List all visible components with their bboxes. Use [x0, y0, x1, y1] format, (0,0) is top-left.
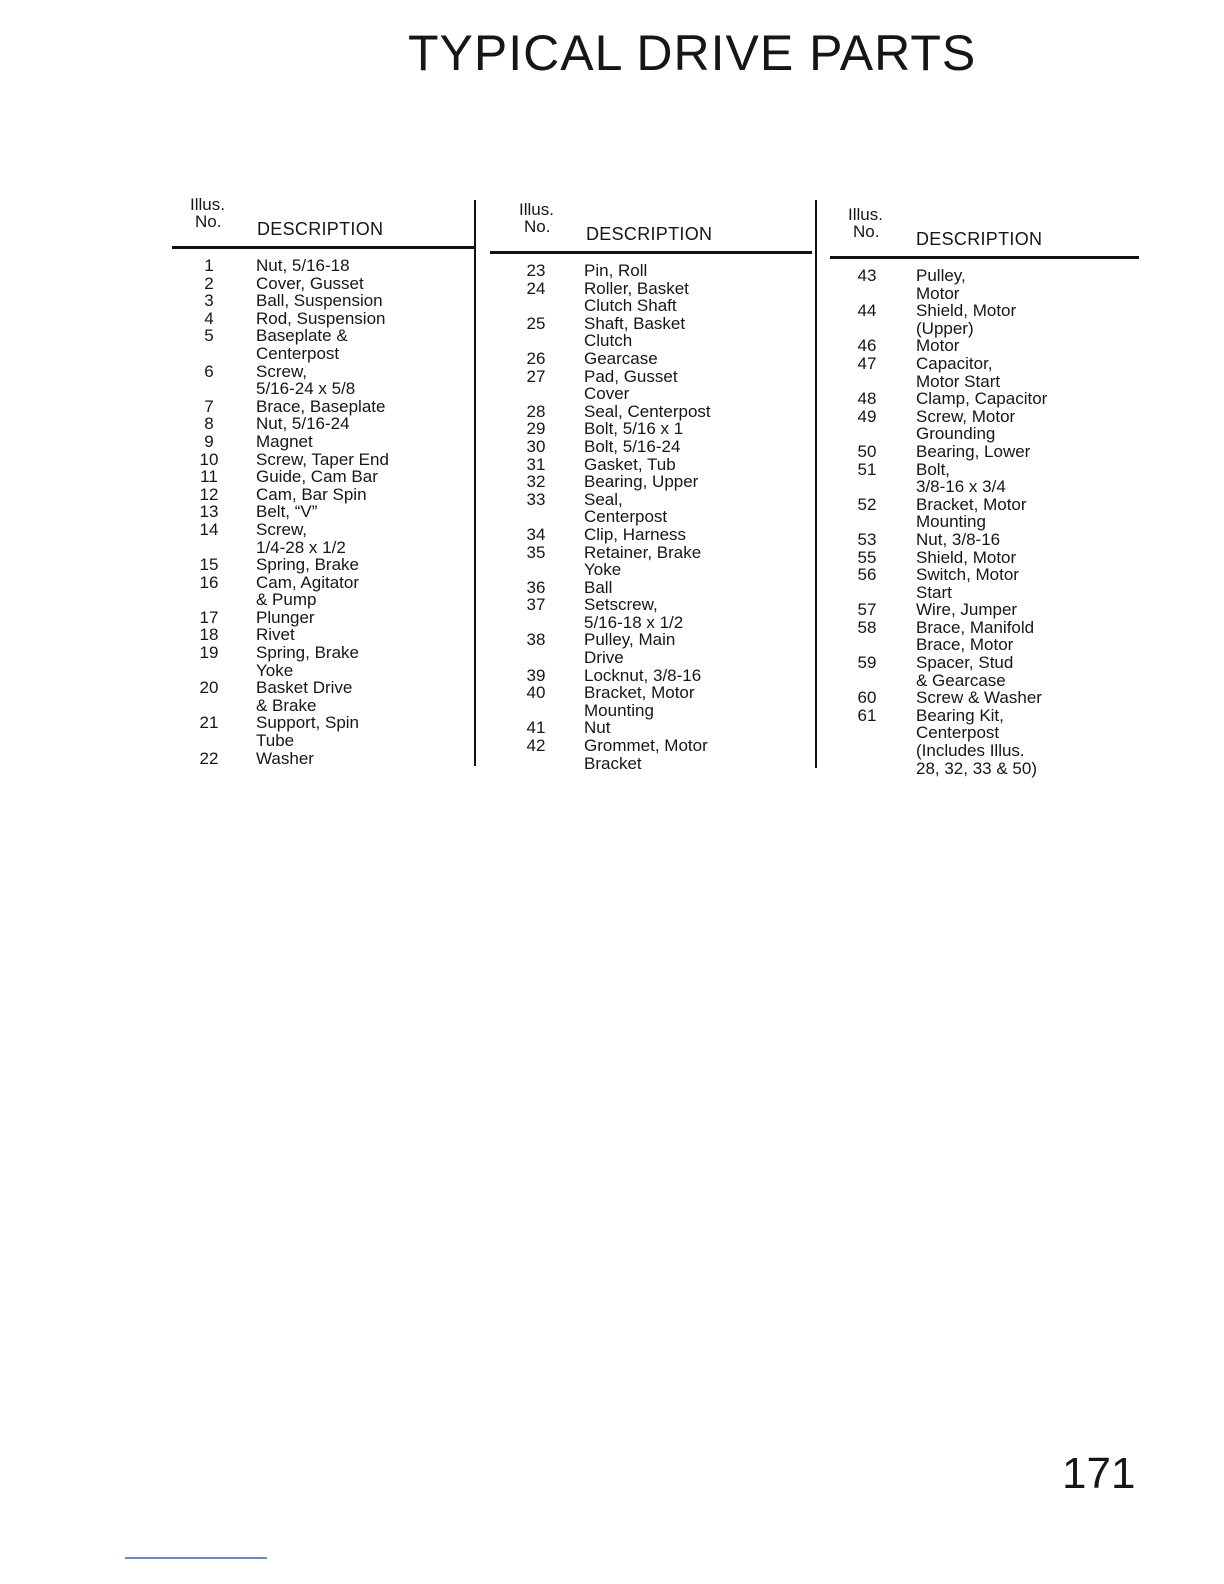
- part-description: [904, 549, 1139, 567]
- description-header: DESCRIPTION: [916, 229, 1043, 249]
- no-label: No.: [853, 222, 880, 241]
- illus-number: 17: [199, 607, 219, 627]
- description-line: Shaft, Basket: [584, 313, 686, 333]
- part-row: [830, 408, 1139, 443]
- part-description: [904, 337, 1139, 355]
- description-line: Cam, Bar Spin: [256, 484, 367, 504]
- part-row: [172, 644, 476, 679]
- description-line: Mounting: [584, 700, 654, 720]
- description-line: Locknut, 3/8-16: [584, 665, 702, 685]
- description-line: Retainer, Brake: [584, 542, 702, 562]
- illus-number: 58: [857, 617, 877, 637]
- column-divider: [815, 200, 817, 768]
- part-row: [172, 486, 476, 504]
- part-row: [172, 415, 476, 433]
- part-row: [830, 654, 1139, 689]
- description-line: & Brake: [256, 695, 317, 715]
- part-description: [246, 521, 476, 556]
- part-row: [172, 679, 476, 714]
- description-line: Bolt,: [916, 459, 951, 479]
- part-description: [246, 468, 476, 486]
- description-line: Belt, “V”: [256, 502, 318, 522]
- illus-number: 30: [526, 436, 546, 456]
- illus-number: 51: [857, 459, 877, 479]
- part-row: [172, 310, 476, 328]
- column-header: [490, 201, 812, 251]
- illus-number: 37: [526, 595, 546, 615]
- part-description: [904, 496, 1139, 531]
- part-row: [830, 461, 1139, 496]
- description-line: Pulley,: [916, 266, 966, 285]
- part-description: [904, 531, 1139, 549]
- illus-number: 59: [857, 653, 877, 673]
- part-description: [246, 415, 476, 433]
- part-description: [246, 626, 476, 644]
- page-title: TYPICAL DRIVE PARTS: [408, 25, 977, 81]
- part-row: [172, 503, 476, 521]
- part-description: [246, 486, 476, 504]
- part-row: [830, 355, 1139, 390]
- part-description: [246, 310, 476, 328]
- description-line: Roller, Basket: [584, 278, 689, 298]
- no-label: No.: [524, 217, 551, 236]
- illus-number: 50: [857, 441, 877, 461]
- description-line: 3/8-16 x 3/4: [916, 477, 1006, 497]
- part-description: [582, 438, 812, 456]
- part-description: [582, 544, 812, 579]
- illus-number: 60: [857, 688, 877, 708]
- description-header: DESCRIPTION: [586, 224, 713, 244]
- illus-number: 18: [199, 625, 219, 645]
- no-label: No.: [195, 212, 222, 231]
- part-description: [582, 403, 812, 421]
- description-line: Motor Start: [916, 371, 1001, 391]
- illus-number: 47: [857, 353, 877, 373]
- part-description: [582, 684, 812, 719]
- description-header: DESCRIPTION: [257, 219, 384, 239]
- description-line: Gasket, Tub: [584, 454, 676, 474]
- part-row: [490, 737, 812, 772]
- description-line: 5/16-18 x 1/2: [584, 612, 684, 632]
- description-line: Support, Spin: [256, 713, 360, 733]
- part-description: [582, 526, 812, 544]
- illus-number: 1: [204, 256, 214, 275]
- part-row: [830, 337, 1139, 355]
- parts-list: [830, 267, 1139, 777]
- description-line: Drive: [584, 648, 624, 668]
- part-description: [904, 355, 1139, 390]
- description-line: Shield, Motor: [916, 301, 1017, 321]
- illus-number: 48: [857, 389, 877, 409]
- description-line: Motor: [916, 283, 960, 303]
- part-description: [582, 737, 812, 772]
- description-line: Clutch Shaft: [584, 296, 677, 316]
- part-description: [582, 491, 812, 526]
- description-line: Nut, 5/16-24: [256, 414, 350, 434]
- illus-number: 11: [200, 467, 218, 487]
- illus-number: 22: [199, 748, 219, 768]
- part-description: [246, 644, 476, 679]
- scan-artifact-line: [125, 1557, 267, 1559]
- description-line: Screw, Motor: [916, 406, 1016, 426]
- illus-number: 55: [857, 547, 877, 567]
- description-line: Cover: [584, 384, 630, 404]
- part-row: [490, 544, 812, 579]
- parts-column-1: [172, 196, 476, 767]
- description-line: Motor: [916, 336, 960, 356]
- column-header: [172, 196, 476, 246]
- description-line: Seal, Centerpost: [584, 401, 711, 421]
- parts-column-3: [830, 206, 1139, 777]
- part-row: [490, 667, 812, 685]
- part-row: [490, 403, 812, 421]
- illus-number: 46: [857, 336, 877, 356]
- description-line: Seal,: [584, 489, 623, 509]
- description-line: Ball, Suspension: [256, 291, 383, 311]
- illus-number: 41: [526, 718, 546, 738]
- part-row: [172, 398, 476, 416]
- part-description: [246, 609, 476, 627]
- part-row: [490, 596, 812, 631]
- part-row: [830, 302, 1139, 337]
- description-line: Plunger: [256, 607, 315, 627]
- part-description: [582, 596, 812, 631]
- part-description: [582, 280, 812, 315]
- part-description: [904, 654, 1139, 689]
- description-line: Spring, Brake: [256, 555, 359, 575]
- part-row: [490, 420, 812, 438]
- description-line: Pulley, Main: [584, 630, 676, 650]
- part-description: [904, 408, 1139, 443]
- description-line: Tube: [256, 731, 295, 751]
- part-description: [246, 327, 476, 362]
- description-line: Nut, 3/8-16: [916, 529, 1001, 549]
- part-description: [246, 292, 476, 310]
- part-description: [582, 631, 812, 666]
- illus-no-header: [519, 201, 554, 235]
- illus-no-header: [848, 206, 883, 240]
- illus-label: Illus.: [190, 195, 225, 214]
- description-line: Rod, Suspension: [256, 308, 386, 328]
- description-line: Screw,: [256, 361, 308, 381]
- illus-number: 10: [199, 449, 219, 469]
- description-line: Grommet, Motor: [584, 736, 708, 756]
- part-description: [904, 601, 1139, 619]
- description-line: 1/4-28 x 1/2: [256, 537, 346, 557]
- illus-number: 31: [526, 454, 546, 474]
- description-line: Bearing, Upper: [584, 472, 699, 492]
- description-line: & Pump: [256, 590, 317, 610]
- part-row: [830, 390, 1139, 408]
- part-description: [582, 667, 812, 685]
- part-row: [830, 496, 1139, 531]
- part-description: [246, 714, 476, 749]
- description-line: Screw & Washer: [916, 688, 1042, 708]
- illus-number: 49: [857, 406, 877, 426]
- illus-number: 12: [199, 484, 219, 504]
- illus-number: 61: [857, 705, 877, 725]
- illus-number: 19: [199, 643, 219, 663]
- description-line: (Upper): [916, 318, 974, 338]
- description-line: & Gearcase: [916, 670, 1006, 690]
- part-description: [582, 579, 812, 597]
- description-line: Switch, Motor: [916, 565, 1019, 585]
- part-row: [172, 468, 476, 486]
- illus-number: 25: [526, 313, 546, 333]
- illus-number: 34: [526, 524, 546, 544]
- part-row: [830, 707, 1139, 777]
- illus-number: 43: [857, 266, 877, 285]
- part-row: [490, 579, 812, 597]
- description-line: Brace, Baseplate: [256, 396, 386, 416]
- description-line: Grounding: [916, 424, 996, 444]
- part-description: [246, 750, 476, 768]
- illus-number: 21: [199, 713, 219, 733]
- description-line: Cam, Agitator: [256, 572, 359, 592]
- part-row: [490, 438, 812, 456]
- part-row: [490, 491, 812, 526]
- illus-number: 15: [199, 555, 219, 575]
- description-line: Yoke: [256, 660, 294, 680]
- part-description: [582, 456, 812, 474]
- description-line: Clutch: [584, 331, 633, 351]
- description-line: Capacitor,: [916, 353, 993, 373]
- description-line: Nut: [584, 718, 611, 738]
- illus-number: 53: [857, 529, 877, 549]
- description-line: Washer: [256, 748, 314, 768]
- part-row: [172, 626, 476, 644]
- part-row: [830, 267, 1139, 302]
- description-line: Bearing Kit,: [916, 705, 1004, 725]
- part-row: [172, 363, 476, 398]
- part-row: [172, 574, 476, 609]
- description-line: 5/16-24 x 5/8: [256, 379, 356, 399]
- illus-number: 14: [199, 519, 219, 539]
- part-description: [246, 679, 476, 714]
- parts-column-2: [490, 201, 812, 772]
- description-line: Setscrew,: [584, 595, 658, 615]
- part-row: [172, 275, 476, 293]
- part-row: [830, 689, 1139, 707]
- part-row: [830, 566, 1139, 601]
- description-line: Shield, Motor: [916, 547, 1017, 567]
- illus-number: 20: [199, 678, 219, 698]
- part-row: [172, 714, 476, 749]
- part-row: [490, 280, 812, 315]
- part-row: [172, 521, 476, 556]
- description-line: Screw, Taper End: [256, 449, 389, 469]
- part-row: [830, 601, 1139, 619]
- part-row: [830, 531, 1139, 549]
- illus-number: 5: [204, 326, 214, 346]
- description-line: Clip, Harness: [584, 524, 687, 544]
- illus-number: 13: [199, 502, 219, 522]
- part-description: [246, 398, 476, 416]
- description-line: Basket Drive: [256, 678, 353, 698]
- description-line: Nut, 5/16-18: [256, 256, 350, 275]
- illus-number: 44: [857, 301, 877, 321]
- part-description: [246, 503, 476, 521]
- illus-number: 28: [526, 401, 546, 421]
- description-line: Bracket, Motor: [916, 494, 1027, 514]
- part-description: [904, 461, 1139, 496]
- part-description: [246, 275, 476, 293]
- description-line: Bracket: [584, 753, 642, 773]
- part-row: [490, 315, 812, 350]
- part-row: [490, 473, 812, 491]
- description-line: Screw,: [256, 519, 308, 539]
- part-description: [904, 566, 1139, 601]
- description-line: Clamp, Capacitor: [916, 389, 1048, 409]
- illus-number: 2: [204, 273, 214, 293]
- part-description: [246, 556, 476, 574]
- illus-number: 33: [526, 489, 546, 509]
- part-description: [246, 257, 476, 275]
- description-line: Centerpost: [916, 723, 1000, 743]
- part-row: [490, 262, 812, 280]
- part-row: [830, 549, 1139, 567]
- part-description: [582, 262, 812, 280]
- column-header: [830, 206, 1139, 256]
- part-row: [490, 526, 812, 544]
- part-description: [904, 390, 1139, 408]
- parts-list: [172, 257, 476, 767]
- part-row: [172, 750, 476, 768]
- part-description: [246, 363, 476, 398]
- description-line: Spacer, Stud: [916, 653, 1014, 673]
- illus-number: 39: [526, 665, 546, 685]
- part-description: [246, 433, 476, 451]
- illus-number: 42: [526, 736, 546, 756]
- description-line: Start: [916, 582, 952, 602]
- description-line: Bearing, Lower: [916, 441, 1031, 461]
- description-line: Baseplate &: [256, 326, 348, 346]
- description-line: Bolt, 5/16 x 1: [584, 419, 684, 439]
- description-line: Cover, Gusset: [256, 273, 364, 293]
- illus-number: 26: [526, 348, 546, 368]
- column-divider: [474, 200, 476, 766]
- description-line: 28, 32, 33 & 50): [916, 758, 1037, 778]
- illus-label: Illus.: [519, 200, 554, 219]
- part-row: [172, 257, 476, 275]
- description-line: Rivet: [256, 625, 295, 645]
- part-row: [490, 368, 812, 403]
- illus-number: 56: [857, 565, 877, 585]
- part-row: [830, 443, 1139, 461]
- illus-label: Illus.: [848, 205, 883, 224]
- part-row: [172, 609, 476, 627]
- part-row: [490, 719, 812, 737]
- illus-number: 52: [857, 494, 877, 514]
- illus-number: 36: [526, 577, 546, 597]
- part-description: [582, 368, 812, 403]
- illus-number: 6: [204, 361, 214, 381]
- part-description: [246, 574, 476, 609]
- part-row: [172, 433, 476, 451]
- description-line: Brace, Manifold: [916, 617, 1035, 637]
- part-row: [172, 327, 476, 362]
- part-description: [582, 315, 812, 350]
- illus-number: 32: [526, 472, 546, 492]
- page-number: 171: [1062, 1449, 1136, 1498]
- illus-number: 29: [526, 419, 546, 439]
- part-description: [904, 267, 1139, 302]
- part-row: [172, 451, 476, 469]
- illus-number: 4: [204, 308, 214, 328]
- illus-number: 38: [526, 630, 546, 650]
- header-rule: [172, 246, 476, 249]
- illus-no-header: [190, 196, 225, 230]
- description-line: Wire, Jumper: [916, 600, 1018, 620]
- part-row: [490, 456, 812, 474]
- illus-number: 23: [526, 261, 546, 280]
- illus-number: 9: [204, 431, 214, 451]
- description-line: Centerpost: [256, 343, 340, 363]
- description-line: Pin, Roll: [584, 261, 648, 280]
- description-line: Yoke: [584, 560, 622, 580]
- description-line: Spring, Brake: [256, 643, 359, 663]
- illus-number: 27: [526, 366, 546, 386]
- part-description: [246, 451, 476, 469]
- part-description: [582, 350, 812, 368]
- illus-number: 8: [204, 414, 214, 434]
- part-description: [582, 420, 812, 438]
- part-description: [904, 443, 1139, 461]
- description-line: Bracket, Motor: [584, 683, 695, 703]
- illus-number: 3: [204, 291, 214, 311]
- part-row: [830, 619, 1139, 654]
- part-description: [582, 719, 812, 737]
- description-line: Gearcase: [584, 348, 658, 368]
- part-row: [172, 556, 476, 574]
- description-line: Guide, Cam Bar: [256, 467, 378, 487]
- part-row: [490, 350, 812, 368]
- illus-number: 57: [857, 600, 877, 620]
- description-line: Mounting: [916, 512, 986, 532]
- description-line: Brace, Motor: [916, 635, 1014, 655]
- header-rule: [830, 256, 1139, 259]
- header-rule: [490, 251, 812, 254]
- part-row: [172, 292, 476, 310]
- part-description: [904, 302, 1139, 337]
- description-line: Bolt, 5/16-24: [584, 436, 681, 456]
- part-description: [904, 707, 1139, 777]
- part-description: [904, 619, 1139, 654]
- part-row: [490, 684, 812, 719]
- description-line: Centerpost: [584, 507, 668, 527]
- parts-list: [490, 262, 812, 772]
- illus-number: 35: [526, 542, 546, 562]
- part-row: [490, 631, 812, 666]
- illus-number: 40: [526, 683, 546, 703]
- part-description: [582, 473, 812, 491]
- illus-number: 7: [204, 396, 214, 416]
- description-line: Ball: [584, 577, 613, 597]
- description-line: (Includes Illus.: [916, 741, 1025, 761]
- illus-number: 16: [199, 572, 219, 592]
- part-description: [904, 689, 1139, 707]
- illus-number: 24: [526, 278, 546, 298]
- description-line: Pad, Gusset: [584, 366, 678, 386]
- description-line: Magnet: [256, 431, 313, 451]
